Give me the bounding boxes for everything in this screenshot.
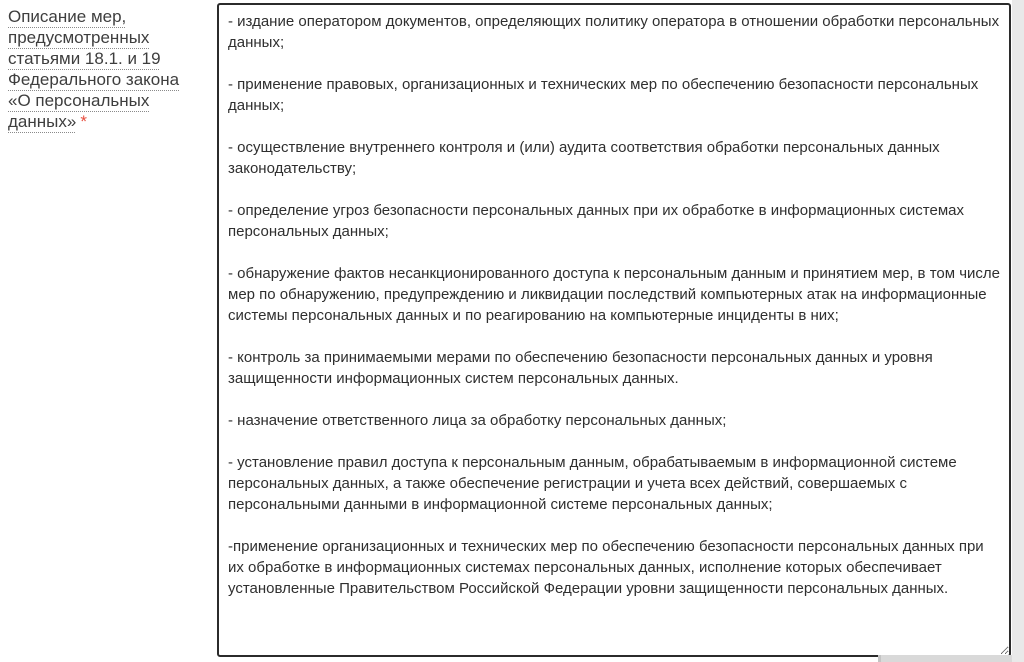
required-asterisk: * xyxy=(80,112,87,131)
horizontal-scrollbar-thumb[interactable] xyxy=(878,655,1024,662)
vertical-scrollbar[interactable] xyxy=(1012,0,1024,662)
field-label xyxy=(8,6,200,132)
field-label-text: Описание мер, предусмотренных статьями 18.1. и 19 Федерального закона «О персональных данных» xyxy=(8,7,180,131)
measures-description-textarea[interactable] xyxy=(217,3,1011,657)
